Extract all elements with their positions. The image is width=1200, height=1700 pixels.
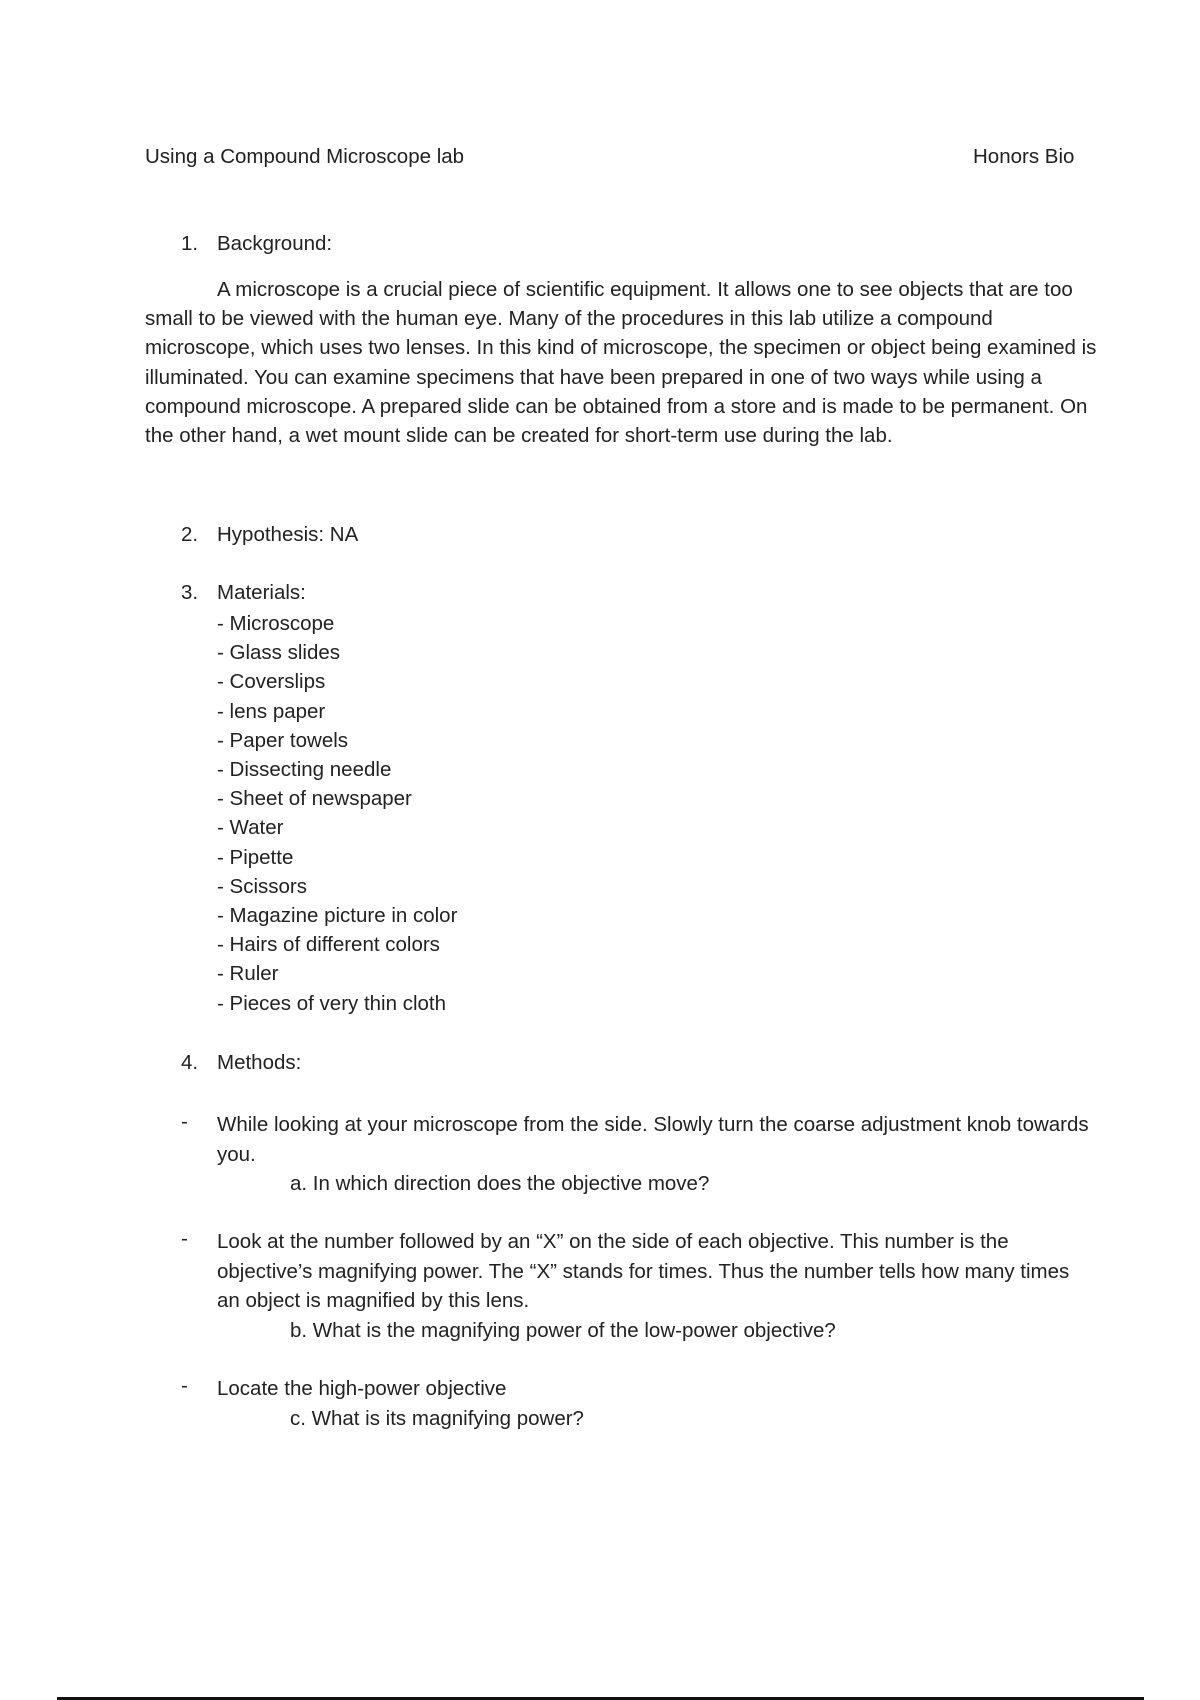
method-step-2 <box>217 1227 1097 1345</box>
list-item: - Hairs of different colors <box>217 933 440 957</box>
list-item: - Pieces of very thin cloth <box>217 991 447 1015</box>
list-item: - Sheet of newspaper <box>217 787 412 811</box>
list-item: - Magazine picture in color <box>217 904 458 928</box>
method-step-1 <box>217 1110 1097 1199</box>
hypothesis-number: 2. <box>181 523 199 546</box>
list-item: - Glass slides <box>217 641 341 665</box>
list-item: - Paper towels <box>217 728 349 752</box>
background-number: 1. <box>181 232 199 255</box>
method-step-text: While looking at your microscope from the side. Slowly turn the coarse adjustment knob towards you. <box>217 1113 1089 1166</box>
list-item: - Ruler <box>217 962 279 986</box>
materials-list <box>217 609 457 1018</box>
methods-number: 4. <box>181 1051 199 1074</box>
background-paragraph: A microscope is a crucial piece of scientific equipment. It allows one to see objects that are too small to be viewed with the human eye. Many of the procedures in this lab utilize a compound microscope, which uses two lenses. In this kind of microscope, the specimen or object being examined is illuminated. You can examine specimens that have been prepared in one of two ways while using a compound microscope. A prepared slide can be obtained from a store and is made to be permanent. On the other hand, a wet mount slide can be created for short-term use during the lab. <box>145 278 1097 448</box>
methods-heading: Methods: <box>217 1051 302 1074</box>
method-bullet: - <box>181 1374 188 1397</box>
list-item: - Microscope <box>217 612 335 635</box>
background-heading: Background: <box>217 232 333 255</box>
list-item: - Scissors <box>217 874 307 898</box>
list-item: - Pipette <box>217 845 294 869</box>
method-step-text: Look at the number followed by an “X” on the side of each objective. This number is the objective’s magnifying power. The “X” stands for times. Thus the number tells how many times an object is magnified by this lens. <box>217 1230 1070 1312</box>
document-title: Using a Compound Microscope lab <box>145 145 465 168</box>
list-item: - Water <box>217 816 284 840</box>
materials-number: 3. <box>181 581 199 604</box>
method-bullet: - <box>181 1227 188 1250</box>
list-item: - lens paper <box>217 699 326 723</box>
list-item: - Coverslips <box>217 670 326 694</box>
method-step-3 <box>217 1374 1097 1433</box>
method-question: a. In which direction does the objective move? <box>290 1172 710 1195</box>
hypothesis-heading: Hypothesis: NA <box>217 523 359 546</box>
method-bullet: - <box>181 1110 188 1133</box>
materials-heading: Materials: <box>217 581 306 604</box>
method-question: c. What is its magnifying power? <box>290 1406 584 1430</box>
method-step-text: Locate the high-power objective <box>217 1377 507 1400</box>
method-question: b. What is the magnifying power of the low-power objective? <box>290 1318 836 1342</box>
course-label: Honors Bio <box>973 145 1075 168</box>
list-item: - Dissecting needle <box>217 758 392 782</box>
